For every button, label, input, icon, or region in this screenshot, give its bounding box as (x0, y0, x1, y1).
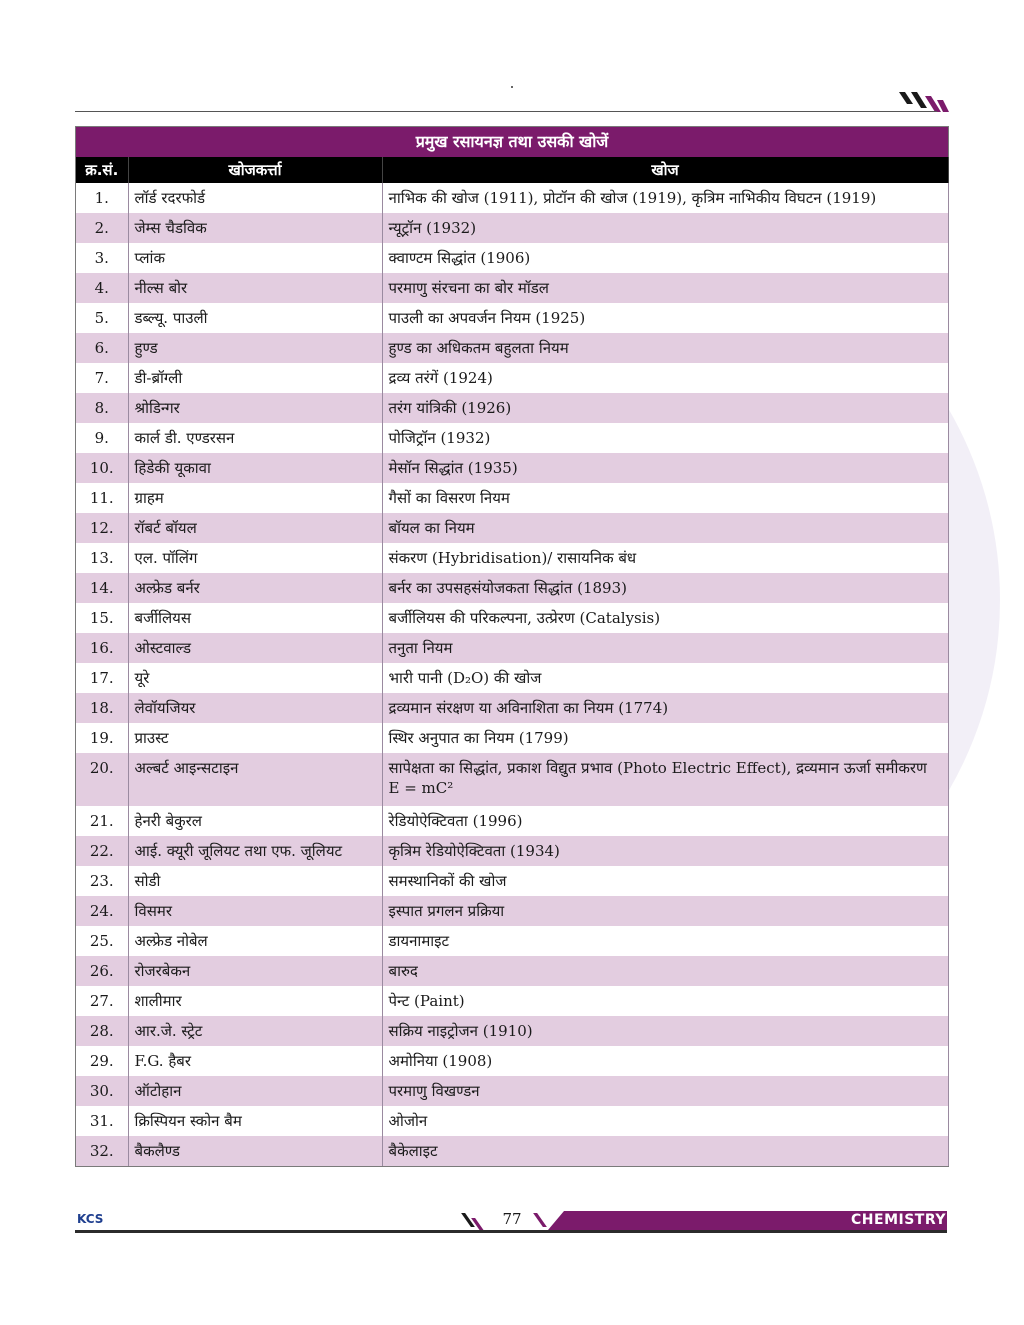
row-discoverer: नील्स बोर (128, 273, 382, 303)
row-serial: 19. (76, 723, 128, 753)
row-discovery: सापेक्षता का सिद्धांत, प्रकाश विद्युत प्रभाव (Photo Electric Effect), द्रव्यमान ऊर्जा समीकरण E = mC² (382, 753, 948, 806)
table-row (76, 603, 948, 633)
row-discoverer: शालीमार (128, 986, 382, 1016)
table-row (76, 333, 948, 363)
row-discoverer: प्राउस्ट (128, 723, 382, 753)
row-discovery: इस्पात प्रगलन प्रक्रिया (382, 896, 948, 926)
row-discovery: बॉयल का नियम (382, 513, 948, 543)
row-serial: 30. (76, 1076, 128, 1106)
table-row (76, 1106, 948, 1136)
row-serial: 12. (76, 513, 128, 543)
table-row (76, 1046, 948, 1076)
row-discovery: बैकेलाइट (382, 1136, 948, 1166)
row-discoverer: अल्फ्रेड बर्नर (128, 573, 382, 603)
row-serial: 21. (76, 806, 128, 836)
row-discoverer: आई. क्यूरी जूलियट तथा एफ. जूलियट (128, 836, 382, 866)
table-row (76, 866, 948, 896)
table-row (76, 423, 948, 453)
kcs-logo: KCS (77, 1212, 104, 1226)
row-serial: 10. (76, 453, 128, 483)
table-row (76, 986, 948, 1016)
row-discovery: ओजोन (382, 1106, 948, 1136)
row-serial: 22. (76, 836, 128, 866)
row-discovery: भारी पानी (D₂O) की खोज (382, 663, 948, 693)
row-serial: 31. (76, 1106, 128, 1136)
row-serial: 28. (76, 1016, 128, 1046)
row-serial: 1. (76, 183, 128, 213)
table-row (76, 693, 948, 723)
row-serial: 13. (76, 543, 128, 573)
row-serial: 14. (76, 573, 128, 603)
row-serial: 2. (76, 213, 128, 243)
row-discovery: मेसॉन सिद्धांत (1935) (382, 453, 948, 483)
table-row (76, 723, 948, 753)
row-discovery: गैसों का विसरण नियम (382, 483, 948, 513)
table-row (76, 243, 948, 273)
row-serial: 5. (76, 303, 128, 333)
row-discoverer: हेनरी बेकुरल (128, 806, 382, 836)
row-serial: 9. (76, 423, 128, 453)
table-row (76, 363, 948, 393)
header-discovery: खोज (382, 157, 948, 183)
table-body (76, 183, 948, 1166)
table-row (76, 1016, 948, 1046)
row-discovery: समस्थानिकों की खोज (382, 866, 948, 896)
row-discovery: अमोनिया (1908) (382, 1046, 948, 1076)
row-discoverer: रॉबर्ट बॉयल (128, 513, 382, 543)
header-rule (75, 111, 937, 112)
row-serial: 7. (76, 363, 128, 393)
row-serial: 3. (76, 243, 128, 273)
table-row (76, 663, 948, 693)
row-serial: 11. (76, 483, 128, 513)
table-row (76, 483, 948, 513)
row-discoverer: अल्फ्रेड नोबेल (128, 926, 382, 956)
row-discovery: डायनामाइट (382, 926, 948, 956)
row-discoverer: एल. पॉलिंग (128, 543, 382, 573)
row-serial: 8. (76, 393, 128, 423)
row-discoverer: जेम्स चैडविक (128, 213, 382, 243)
row-discoverer: श्रोडिन्गर (128, 393, 382, 423)
row-discoverer: सोडी (128, 866, 382, 896)
table-row (76, 1076, 948, 1106)
row-serial: 4. (76, 273, 128, 303)
row-discovery: तरंग यांत्रिकी (1926) (382, 393, 948, 423)
table-row (76, 213, 948, 243)
table-row (76, 1136, 948, 1166)
subject-label: CHEMISTRY (851, 1212, 946, 1228)
row-discoverer: F.G. हैबर (128, 1046, 382, 1076)
table-row (76, 573, 948, 603)
row-discoverer: डब्ल्यू. पाउली (128, 303, 382, 333)
row-serial: 24. (76, 896, 128, 926)
row-discovery: न्यूट्रॉन (1932) (382, 213, 948, 243)
header-discoverer: खोजकर्त्ता (128, 157, 382, 183)
header-serial: क्र.सं. (76, 157, 128, 183)
row-discoverer: डी-ब्रॉग्ली (128, 363, 382, 393)
table-row (76, 183, 948, 213)
discoveries-table (75, 126, 949, 1167)
row-discovery: नाभिक की खोज (1911), प्रोटॉन की खोज (1919), कृत्रिम नाभिकीय विघटन (1919) (382, 183, 948, 213)
row-discoverer: हुण्ड (128, 333, 382, 363)
row-discovery: परमाणु संरचना का बोर मॉडल (382, 273, 948, 303)
footer-rule (75, 1230, 947, 1233)
row-serial: 32. (76, 1136, 128, 1166)
row-serial: 27. (76, 986, 128, 1016)
row-discovery: हुण्ड का अधिकतम बहुलता नियम (382, 333, 948, 363)
row-discovery: परमाणु विखण्डन (382, 1076, 948, 1106)
row-discoverer: आर.जे. स्ट्रेट (128, 1016, 382, 1046)
table-row (76, 543, 948, 573)
row-discovery: रेडियोऐक्टिवता (1996) (382, 806, 948, 836)
footer-slash-icon (533, 1213, 547, 1227)
row-serial: 17. (76, 663, 128, 693)
row-discoverer: बैकलैण्ड (128, 1136, 382, 1166)
table-title: प्रमुख रसायनज्ञ तथा उसकी खोजें (76, 127, 948, 157)
row-discoverer: ग्राहम (128, 483, 382, 513)
table-row (76, 753, 948, 806)
row-discoverer: यूरे (128, 663, 382, 693)
row-discoverer: लेवॉयजियर (128, 693, 382, 723)
row-discoverer: कार्ल डी. एण्डरसन (128, 423, 382, 453)
row-serial: 6. (76, 333, 128, 363)
row-discovery: तनुता नियम (382, 633, 948, 663)
row-discoverer: रोजरबेकन (128, 956, 382, 986)
row-discovery: पेन्ट (Paint) (382, 986, 948, 1016)
row-serial: 15. (76, 603, 128, 633)
table-row (76, 633, 948, 663)
row-serial: 29. (76, 1046, 128, 1076)
row-serial: 25. (76, 926, 128, 956)
row-discoverer: हिडेकी यूकावा (128, 453, 382, 483)
row-serial: 16. (76, 633, 128, 663)
row-discovery: बर्नर का उपसहसंयोजकता सिद्धांत (1893) (382, 573, 948, 603)
table-row (76, 896, 948, 926)
table-row (76, 513, 948, 543)
header-row (76, 157, 948, 183)
row-discovery: पोजिट्रॉन (1932) (382, 423, 948, 453)
table-row (76, 453, 948, 483)
row-discoverer: बर्जीलियस (128, 603, 382, 633)
row-discovery: कृत्रिम रेडियोऐक्टिवता (1934) (382, 836, 948, 866)
row-discovery: सक्रिय नाइट्रोजन (1910) (382, 1016, 948, 1046)
row-discovery: पाउली का अपवर्जन नियम (1925) (382, 303, 948, 333)
top-dot (511, 86, 513, 88)
row-discovery: स्थिर अनुपात का नियम (1799) (382, 723, 948, 753)
table-row (76, 956, 948, 986)
row-discovery: बारुद (382, 956, 948, 986)
row-serial: 23. (76, 866, 128, 896)
table-row (76, 393, 948, 423)
row-serial: 26. (76, 956, 128, 986)
row-serial: 18. (76, 693, 128, 723)
row-discoverer: विसमर (128, 896, 382, 926)
row-discovery: बर्जीलियस की परिकल्पना, उत्प्रेरण (Catalysis) (382, 603, 948, 633)
table-grid (76, 157, 949, 1166)
table-row (76, 836, 948, 866)
table-row (76, 303, 948, 333)
row-discovery: संकरण (Hybridisation)/ रासायनिक बंध (382, 543, 948, 573)
row-discoverer: प्लांक (128, 243, 382, 273)
row-discovery: द्रव्य तरंगें (1924) (382, 363, 948, 393)
table-row (76, 273, 948, 303)
row-discovery: द्रव्यमान संरक्षण या अविनाशिता का नियम (1774) (382, 693, 948, 723)
row-discoverer: ऑटोहान (128, 1076, 382, 1106)
row-discoverer: ओस्टवाल्ड (128, 633, 382, 663)
row-discoverer: अल्बर्ट आइन्सटाइन (128, 753, 382, 806)
row-discoverer: क्रिस्पियन स्कोन बैम (128, 1106, 382, 1136)
page-number: 77 (502, 1210, 522, 1228)
row-serial: 20. (76, 753, 128, 806)
table-row (76, 926, 948, 956)
row-discovery: क्वाण्टम सिद्धांत (1906) (382, 243, 948, 273)
table-row (76, 806, 948, 836)
row-discoverer: लॉर्ड रदरफोर्ड (128, 183, 382, 213)
